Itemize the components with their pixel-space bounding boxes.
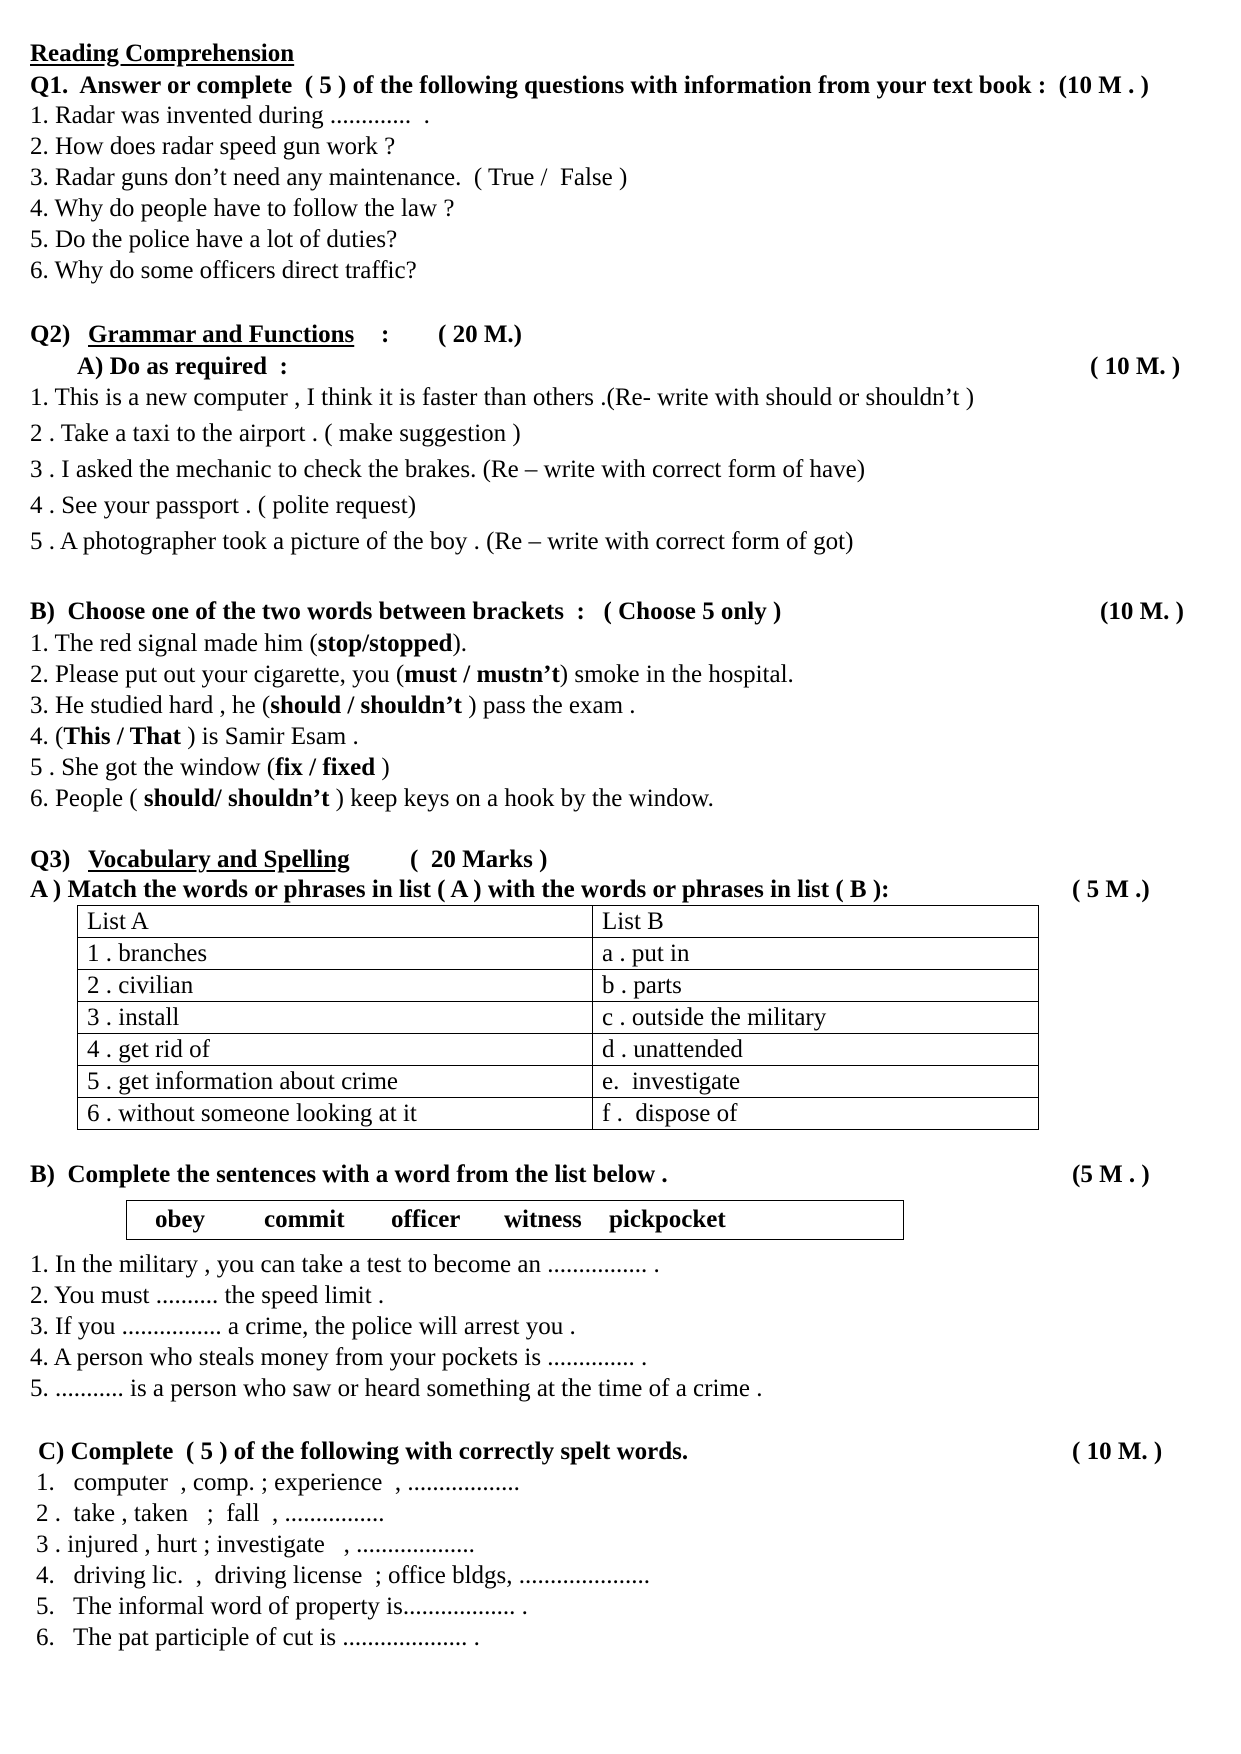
- table-cell: a . put in: [593, 938, 1039, 970]
- matching-table: [77, 905, 1039, 1130]
- q3c-heading: C) Complete ( 5 ) of the following with correctly spelt words.: [38, 1438, 689, 1465]
- table-cell: 3 . install: [78, 1002, 593, 1034]
- q2-marks: ( 20 M.): [438, 321, 522, 348]
- table-cell: c . outside the military: [593, 1002, 1039, 1034]
- section-title-reading: Reading Comprehension: [30, 40, 295, 67]
- q2b-item: 1. The red signal made him (stop/stopped).: [30, 630, 468, 657]
- q3c-item: 2 . take , taken ; fall , ................: [36, 1500, 385, 1527]
- q2b-item: 4. (This / That ) is Samir Esam .: [30, 723, 359, 750]
- q3b-item: 4. A person who steals money from your pockets is .............. .: [30, 1344, 648, 1371]
- q3b-heading: B) Complete the sentences with a word from the list below .: [30, 1161, 668, 1188]
- table-cell: f . dispose of: [593, 1098, 1039, 1130]
- q3c-item: 1. computer , comp. ; experience , ..................: [36, 1469, 520, 1496]
- q1-item: 6. Why do some officers direct traffic?: [30, 257, 417, 284]
- q3c-item: 4. driving lic. , driving license ; office bldgs, .....................: [36, 1562, 651, 1589]
- q3c-item: 5. The informal word of property is.................. .: [36, 1593, 528, 1620]
- q1-item: 1. Radar was invented during ............. .: [30, 102, 430, 129]
- q3b-marks: (5 M . ): [1072, 1161, 1150, 1188]
- q1-item: 5. Do the police have a lot of duties?: [30, 226, 398, 253]
- q2b-item: 5 . She got the window (fix / fixed ): [30, 754, 390, 781]
- word-bank-item: obey: [155, 1206, 205, 1233]
- q3a-heading: A ) Match the words or phrases in list ( A ) with the words or phrases in list ( B ):: [30, 876, 890, 903]
- q2a-item: 3 . I asked the mechanic to check the brakes. (Re – write with correct form of have): [30, 456, 866, 483]
- q2a-heading: A) Do as required :: [77, 353, 288, 380]
- table-cell: 1 . branches: [78, 938, 593, 970]
- q2a-item: 2 . Take a taxi to the airport . ( make suggestion ): [30, 420, 521, 447]
- table-header: List A: [78, 906, 593, 938]
- word-bank-item: pickpocket: [609, 1206, 726, 1233]
- q3c-item: 3 . injured , hurt ; investigate , ...................: [36, 1531, 475, 1558]
- word-bank: [126, 1200, 904, 1240]
- q3b-item: 2. You must .......... the speed limit .: [30, 1282, 385, 1309]
- word-bank-item: officer: [391, 1206, 461, 1233]
- q3b-item: 3. If you ................ a crime, the police will arrest you .: [30, 1313, 576, 1340]
- q1-prompt: Q1. Answer or complete ( 5 ) of the following questions with information from your text book : (10 M . ): [30, 72, 1149, 99]
- table-cell: d . unattended: [593, 1034, 1039, 1066]
- q2a-marks: ( 10 M. ): [1090, 353, 1181, 380]
- table-cell: 2 . civilian: [78, 970, 593, 1002]
- table-header-row: [78, 906, 1039, 938]
- table-row: [78, 1002, 1039, 1034]
- table-cell: 6 . without someone looking at it: [78, 1098, 593, 1130]
- table-row: [78, 1034, 1039, 1066]
- q2a-item: 4 . See your passport . ( polite request): [30, 492, 417, 519]
- q3b-item: 5. ........... is a person who saw or heard something at the time of a crime .: [30, 1375, 763, 1402]
- q3c-marks: ( 10 M. ): [1072, 1438, 1163, 1465]
- table-row: [78, 1098, 1039, 1130]
- q3b-item: 1. In the military , you can take a test to become an ................ .: [30, 1251, 660, 1278]
- table-cell: e. investigate: [593, 1066, 1039, 1098]
- q2a-item: 1. This is a new computer , I think it is faster than others .(Re- write with should or shouldn’t ): [30, 384, 975, 411]
- q2b-item: 3. He studied hard , he (should / shouldn’t ) pass the exam .: [30, 692, 636, 719]
- q3-title: Vocabulary and Spelling: [88, 846, 350, 873]
- table-row: [78, 970, 1039, 1002]
- q2a-item: 5 . A photographer took a picture of the boy . (Re – write with correct form of got): [30, 528, 854, 555]
- q3-marks: ( 20 Marks ): [410, 846, 548, 873]
- q3a-marks: ( 5 M .): [1072, 876, 1150, 903]
- q2b-heading: B) Choose one of the two words between brackets : ( Choose 5 only ): [30, 598, 782, 625]
- q2-title: Grammar and Functions: [88, 321, 355, 348]
- q3-label: Q3): [30, 846, 71, 873]
- q2-label: Q2): [30, 321, 71, 348]
- q1-item: 2. How does radar speed gun work ?: [30, 133, 396, 160]
- q1-item: 4. Why do people have to follow the law ?: [30, 195, 455, 222]
- table-cell: 4 . get rid of: [78, 1034, 593, 1066]
- q2b-marks: (10 M. ): [1100, 598, 1184, 625]
- q2b-item: 6. People ( should/ shouldn’t ) keep keys on a hook by the window.: [30, 785, 714, 812]
- word-bank-item: commit: [264, 1206, 345, 1233]
- table-cell: 5 . get information about crime: [78, 1066, 593, 1098]
- q3c-item: 6. The pat participle of cut is .................... .: [36, 1624, 480, 1651]
- table-header: List B: [593, 906, 1039, 938]
- table-row: [78, 1066, 1039, 1098]
- word-bank-item: witness: [504, 1206, 582, 1233]
- table-row: [78, 938, 1039, 970]
- q2b-item: 2. Please put out your cigarette, you (must / mustn’t) smoke in the hospital.: [30, 661, 794, 688]
- q2-colon: :: [381, 321, 390, 348]
- table-cell: b . parts: [593, 970, 1039, 1002]
- q1-item: 3. Radar guns don’t need any maintenance. ( True / False ): [30, 164, 628, 191]
